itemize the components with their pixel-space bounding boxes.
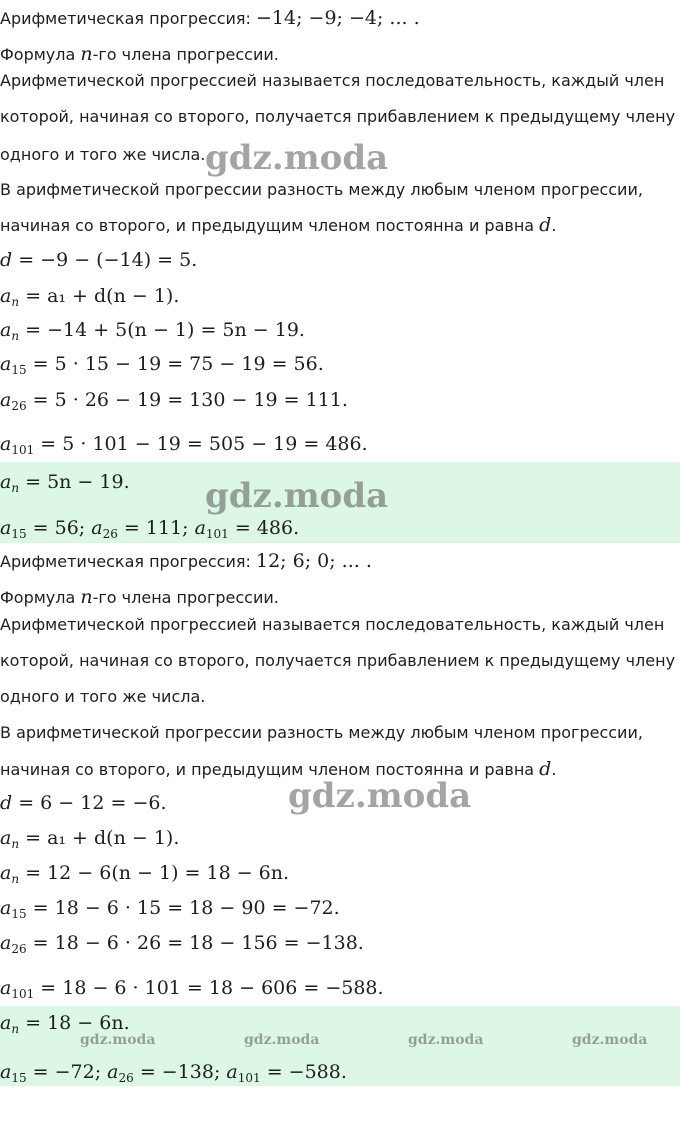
p2-definition-line3: одного и того же числа. bbox=[0, 687, 206, 706]
p2-answer-formula: $a_n = 18 - 6n$. bbox=[0, 1012, 130, 1036]
watermark-logo: gdz.moda bbox=[244, 1032, 320, 1048]
p1-answer-formula: $a_n = 5n - 19$. bbox=[0, 471, 130, 495]
p2-heading bbox=[0, 551, 680, 572]
p1-answer-values: $a_{15} = 56$; $a_{26} = 111$; $a_{101} = 486$. bbox=[0, 517, 300, 541]
p2-formula-prefix: Формула bbox=[0, 588, 81, 607]
p1-calc-a15-expr: = 5 · 15 − 19 = 75 − 19 = 56. bbox=[32, 353, 324, 375]
p2-answer-values: $a_{15} = -72$; $a_{26} = -138$; $a_{101} = -588$. bbox=[0, 1061, 347, 1085]
p2-answer-a101: = −588. bbox=[266, 1061, 347, 1083]
p1-calc-a26: $a_{26} = 5 \cdot 26 - 19 = 130 - 19 = 111$. bbox=[0, 389, 348, 413]
watermark-logo: gdz.moda bbox=[288, 776, 472, 816]
p2-formula-general: $a_n = a_1 + d(n - 1)$. bbox=[0, 827, 180, 851]
watermark-logo: gdz.moda bbox=[205, 138, 389, 178]
p2-formula-title bbox=[0, 587, 680, 608]
p1-calc-d: d = −9 − (−14) = 5. bbox=[0, 249, 198, 271]
p2-formula-specific: $a_n = 12 - 6(n - 1) = 18 - 6n$. bbox=[0, 862, 290, 886]
p1-heading-sequence: −14; −9; −4; ... . bbox=[256, 7, 420, 29]
p1-calc-a15: $a_{15} = 5 \cdot 15 - 19 = 75 - 19 = 56$. bbox=[0, 353, 324, 377]
p1-definition-line1: Арифметической прогрессией называется последовательность, каждый член bbox=[0, 71, 665, 90]
p1-calc-a26-expr: = 5 · 26 − 19 = 130 − 19 = 111. bbox=[32, 389, 348, 411]
p1-answer-a26: = 111; bbox=[123, 517, 195, 539]
p2-calc-d: d = 6 − 12 = −6. bbox=[0, 792, 167, 814]
watermark-logo: gdz.moda bbox=[80, 1032, 156, 1048]
watermark-logo: gdz.moda bbox=[408, 1032, 484, 1048]
p1-formula-title bbox=[0, 44, 680, 65]
p1-answer-a101: = 486. bbox=[234, 517, 300, 539]
p2-calc-a26: $a_{26} = 18 - 6 \cdot 26 = 18 - 156 = -138$. bbox=[0, 932, 364, 956]
p1-definition-line2: которой, начиная со второго, получается прибавлением к предыдущему члену bbox=[0, 107, 676, 126]
p2-formula-general-expr: = a₁ + d(n − 1). bbox=[25, 827, 180, 849]
p1-formula-general: $a_n = a_1 + d(n - 1)$. bbox=[0, 285, 180, 309]
watermark-logo: gdz.moda bbox=[572, 1032, 648, 1048]
p1-formula-var: n bbox=[80, 43, 93, 65]
p2-definition-line1: Арифметической прогрессией называется последовательность, каждый член bbox=[0, 615, 665, 634]
p1-formula-specific-expr: = −14 + 5(n − 1) = 5n − 19. bbox=[25, 319, 305, 341]
p1-formula-specific: $a_n = -14 + 5(n - 1) = 5n - 19$. bbox=[0, 319, 305, 343]
p1-calc-d-expr: = −9 − (−14) = 5. bbox=[18, 249, 198, 271]
p2-answer-a26: = −138; bbox=[139, 1061, 227, 1083]
p1-heading bbox=[0, 8, 680, 29]
p2-formula-specific-expr: = 12 − 6(n − 1) = 18 − 6n. bbox=[25, 862, 290, 884]
p1-difference-line1: В арифметической прогрессии разность между любым членом прогрессии, bbox=[0, 180, 643, 199]
p1-calc-a101-expr: = 5 · 101 − 19 = 505 − 19 = 486. bbox=[40, 433, 368, 455]
p1-formula-general-expr: = a₁ + d(n − 1). bbox=[25, 285, 180, 307]
p2-difference-line1: В арифметической прогрессии разность между любым членом прогрессии, bbox=[0, 723, 643, 742]
p2-calc-a15: $a_{15} = 18 - 6 \cdot 15 = 18 - 90 = -72$. bbox=[0, 897, 340, 921]
p1-formula-prefix: Формула bbox=[0, 45, 81, 64]
p1-difference-text: начиная со второго, и предыдущим членом постоянна и равна bbox=[0, 216, 540, 235]
p2-answer-formula-expr: = 18 − 6n. bbox=[25, 1012, 130, 1034]
p1-answer-a15: = 56; bbox=[32, 517, 92, 539]
p1-answer-formula-expr: = 5n − 19. bbox=[25, 471, 130, 493]
p1-heading-label: Арифметическая прогрессия: bbox=[0, 9, 256, 28]
p2-difference-var: d bbox=[539, 758, 552, 780]
p1-calc-a101: $a_{101} = 5 \cdot 101 - 19 = 505 - 19 = 486$. bbox=[0, 433, 368, 457]
p2-definition-line2: которой, начиная со второго, получается прибавлением к предыдущему члену bbox=[0, 651, 676, 670]
p2-calc-a15-expr: = 18 − 6 · 15 = 18 − 90 = −72. bbox=[32, 897, 340, 919]
p2-formula-var: n bbox=[80, 586, 93, 608]
p2-answer-a15: = −72; bbox=[32, 1061, 108, 1083]
p2-calc-d-expr: = 6 − 12 = −6. bbox=[18, 792, 167, 814]
p2-heading-sequence: 12; 6; 0; ... . bbox=[256, 550, 372, 572]
p1-definition-line3: одного и того же числа. bbox=[0, 145, 206, 164]
p2-calc-a101: $a_{101} = 18 - 6 \cdot 101 = 18 - 606 = -588$. bbox=[0, 977, 384, 1001]
p1-formula-suffix: -го члена прогрессии. bbox=[92, 45, 279, 64]
p2-calc-a101-expr: = 18 − 6 · 101 = 18 − 606 = −588. bbox=[40, 977, 384, 999]
p1-difference-var: d bbox=[539, 214, 552, 236]
p2-difference-text: начиная со второго, и предыдущим членом постоянна и равна bbox=[0, 760, 540, 779]
p2-heading-label: Арифметическая прогрессия: bbox=[0, 552, 256, 571]
p2-difference-line2: начиная со второго, и предыдущим членом постоянна и равна d. bbox=[0, 758, 557, 780]
watermark-logo: gdz.moda bbox=[205, 476, 389, 516]
p2-calc-a26-expr: = 18 − 6 · 26 = 18 − 156 = −138. bbox=[32, 932, 364, 954]
p1-difference-line2: начиная со второго, и предыдущим членом постоянна и равна d. bbox=[0, 214, 557, 236]
p2-formula-suffix: -го члена прогрессии. bbox=[92, 588, 279, 607]
